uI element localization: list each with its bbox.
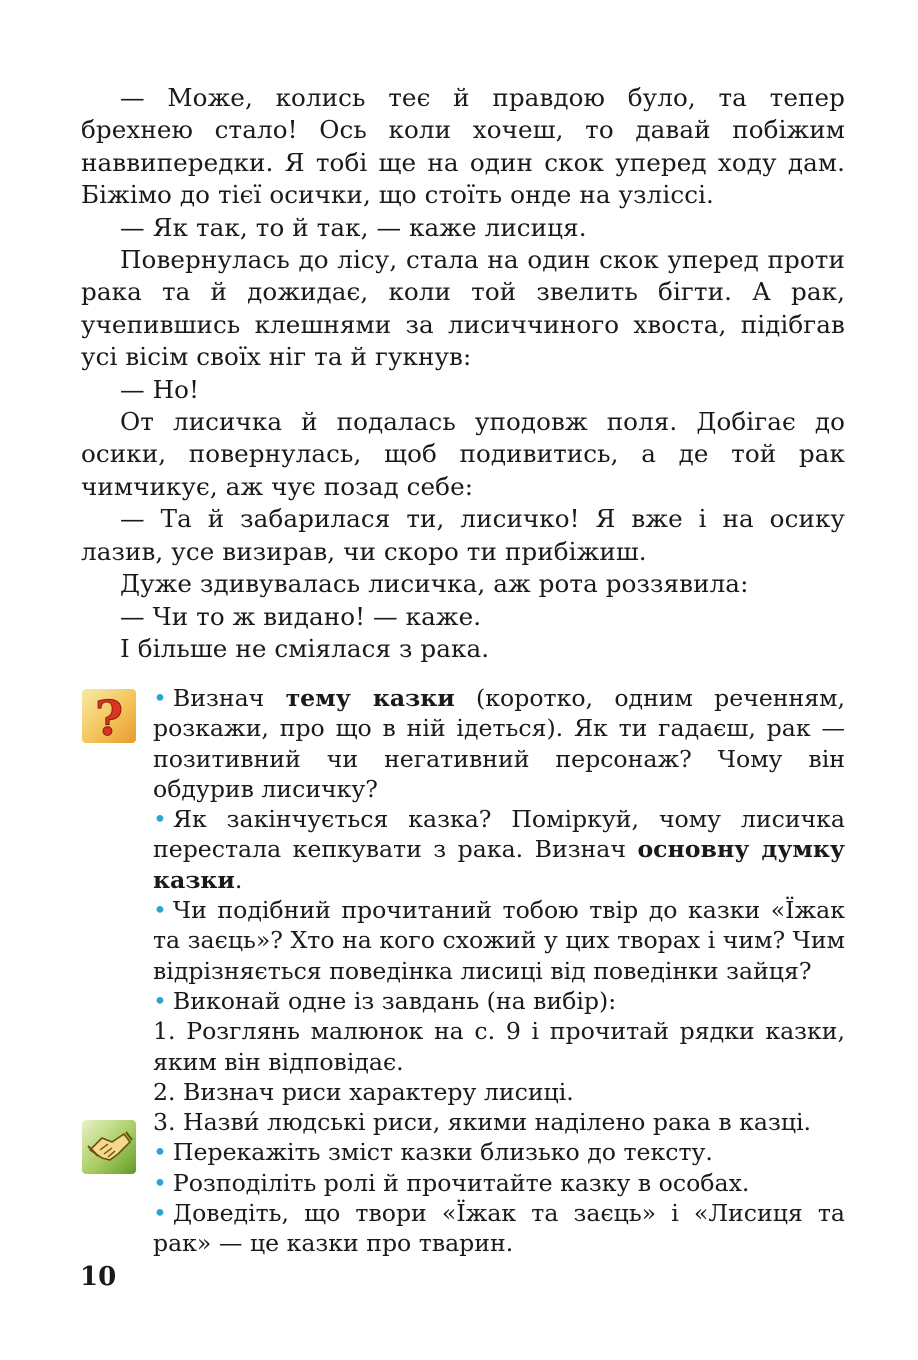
term-bold: тему казки (285, 684, 455, 712)
option-item: 2. Визнач риси характеру лисиці. (153, 1077, 574, 1106)
handshake-icon (82, 1120, 136, 1174)
svg-text:?: ? (94, 691, 124, 743)
story-paragraph: — Може, колись теє й правдою було, та тепер брехнею стало! Ось коли хочеш, то давай побіжим наввипередки. Я тобі ще на один скок уперед ходу дам. Біжімо до тієї осички, що стоїть онде на узліссі. (81, 83, 845, 210)
bullet-icon: • (153, 1138, 167, 1167)
story-paragraph: Дуже здивувалась лисичка, аж рота роззявила: (120, 569, 749, 599)
question-item: • Чи подібний прочитаний тобою твір до казки «Їжак та заєць»? Хто на кого схожий у цих творах і чим? Чим відрізняється поведінка лисиці від поведінки зайця? (153, 896, 845, 985)
story-paragraph: І більше не сміялася з рака. (120, 633, 490, 663)
question-item: • Визнач тему казки (коротко, одним реченням, розкажи, про що в ній ідеться). Як ти гадаєш, рак — позитивний чи негативний персонаж? Чому він обдурив лисичку? (153, 684, 845, 803)
questions-block (153, 683, 845, 1259)
bullet-icon: • (153, 1199, 167, 1228)
bullet-icon: • (153, 986, 167, 1015)
group-task-item: • Розподіліть ролі й прочитайте казку в особах. (153, 1168, 750, 1197)
bullet-icon: • (153, 684, 167, 712)
option-item: 3. Назви́ людські риси, якими наділено рака в казці. (153, 1108, 812, 1137)
bullet-icon: • (153, 805, 167, 834)
story-paragraph: — Чи то ж видано! — каже. (120, 601, 482, 631)
question-item: • Як закінчується казка? Поміркуй, чому лисичка перестала кепкувати з рака. Визнач основну думку казки. (153, 805, 845, 894)
page-number: 10 (80, 1262, 117, 1292)
group-task-item: • Доведіть, що твори «Їжак та заєць» і «Лисиця та рак» — це казки про тварин. (153, 1199, 845, 1258)
bullet-icon: • (153, 1168, 167, 1197)
option-item: 1. Розглянь малюнок на с. 9 і прочитай рядки казки, яким він відповідає. (153, 1017, 845, 1076)
group-task-item: • Перекажіть зміст казки близько до тексту. (153, 1138, 713, 1167)
term-bold: основну думку казки (153, 835, 845, 894)
bullet-icon: • (153, 896, 167, 925)
question-mark-icon (82, 689, 136, 743)
story-paragraph: — Но! (120, 374, 200, 404)
story-paragraph: От лисичка й подалась уподовж поля. Добігає до осики, повернулась, щоб подивитись, а де той рак чимчикує, аж чує позад себе: (81, 407, 845, 501)
story-text (81, 82, 845, 665)
story-paragraph: — Та й забарилася ти, лисичко! Я вже і на осику лазив, усе визирав, чи скоро ти прибіжиш. (81, 504, 845, 566)
question-item: • Виконай одне із завдань (на вибір): (153, 986, 617, 1015)
story-paragraph: — Як так, то й так, — каже лисиця. (120, 212, 587, 242)
story-paragraph: Повернулась до лісу, стала на один скок уперед проти рака та й дожидає, коли той звелить бігти. А рак, учепившись клешнями за лисиччиного хвоста, підібгав усі вісім своїх ніг та й гукнув: (81, 245, 845, 372)
